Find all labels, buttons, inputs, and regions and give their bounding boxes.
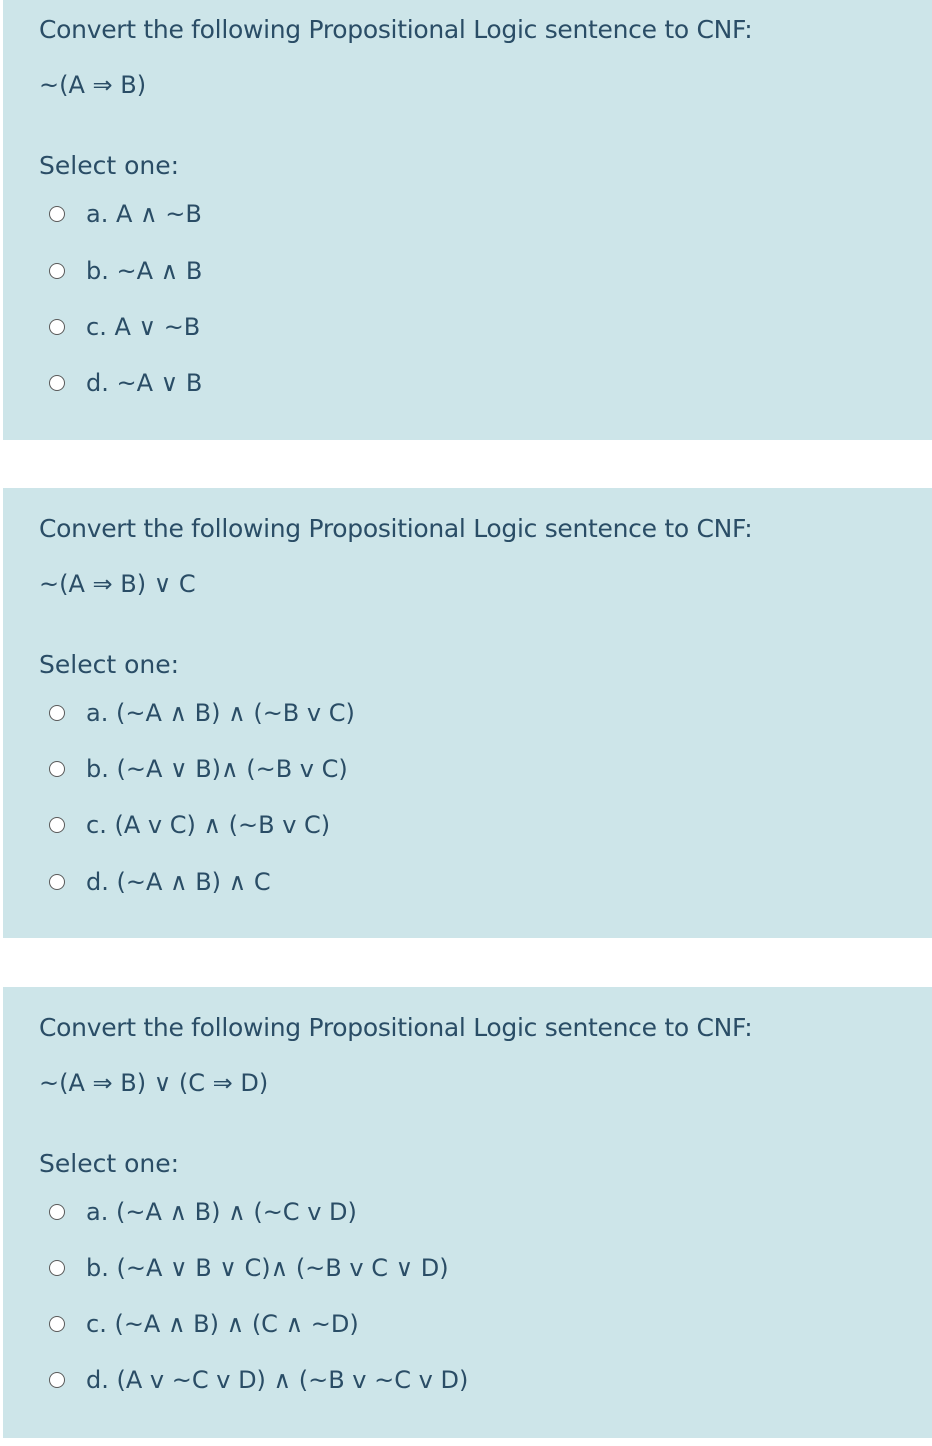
question-2 <box>3 488 932 938</box>
select-one-label: Select one: <box>39 1149 180 1178</box>
option-b[interactable] <box>49 1252 449 1284</box>
option-b[interactable] <box>49 255 202 287</box>
question-formula: ~(A ⇒ B) ∨ C <box>39 570 196 598</box>
option-label: d. (A v ~C v D) ∧ (~B v ~C v D) <box>86 1366 469 1394</box>
option-d[interactable] <box>49 1364 468 1396</box>
option-label: d. ~A ∨ B <box>86 369 203 397</box>
option-c[interactable] <box>49 1308 359 1340</box>
option-label: a. (~A ∧ B) ∧ (~B v C) <box>86 699 355 727</box>
question-prompt: Convert the following Propositional Logic sentence to CNF: <box>39 15 753 44</box>
option-d[interactable] <box>49 367 202 399</box>
option-c[interactable] <box>49 809 330 841</box>
radio-button[interactable] <box>49 319 65 335</box>
radio-button[interactable] <box>49 263 65 279</box>
radio-button[interactable] <box>49 206 65 222</box>
option-b[interactable] <box>49 753 348 785</box>
option-label: c. (A v C) ∧ (~B v C) <box>86 811 331 839</box>
option-label: b. (~A ∨ B)∧ (~B v C) <box>86 755 348 783</box>
radio-button[interactable] <box>49 1372 65 1388</box>
select-one-label: Select one: <box>39 151 180 180</box>
option-a[interactable] <box>49 198 202 230</box>
radio-button[interactable] <box>49 1316 65 1332</box>
radio-button[interactable] <box>49 874 65 890</box>
question-prompt: Convert the following Propositional Logic sentence to CNF: <box>39 1013 753 1042</box>
option-label: d. (~A ∧ B) ∧ C <box>86 868 271 896</box>
radio-button[interactable] <box>49 761 65 777</box>
option-label: c. A ∨ ~B <box>86 313 201 341</box>
radio-button[interactable] <box>49 375 65 391</box>
radio-button[interactable] <box>49 1260 65 1276</box>
question-1 <box>3 0 932 440</box>
option-d[interactable] <box>49 866 271 898</box>
question-prompt: Convert the following Propositional Logic sentence to CNF: <box>39 514 753 543</box>
option-label: a. A ∧ ~B <box>86 200 202 228</box>
option-c[interactable] <box>49 311 200 343</box>
option-a[interactable] <box>49 1196 357 1228</box>
radio-button[interactable] <box>49 817 65 833</box>
option-label: a. (~A ∧ B) ∧ (~C v D) <box>86 1198 357 1226</box>
question-formula: ~(A ⇒ B) <box>39 71 147 99</box>
option-label: c. (~A ∧ B) ∧ (C ∧ ~D) <box>86 1310 359 1338</box>
question-3 <box>3 987 932 1438</box>
option-label: b. (~A ∨ B ∨ C)∧ (~B v C ∨ D) <box>86 1254 449 1282</box>
radio-button[interactable] <box>49 1204 65 1220</box>
option-label: b. ~A ∧ B <box>86 257 203 285</box>
option-a[interactable] <box>49 697 355 729</box>
radio-button[interactable] <box>49 705 65 721</box>
question-formula: ~(A ⇒ B) ∨ (C ⇒ D) <box>39 1069 269 1097</box>
select-one-label: Select one: <box>39 650 180 679</box>
